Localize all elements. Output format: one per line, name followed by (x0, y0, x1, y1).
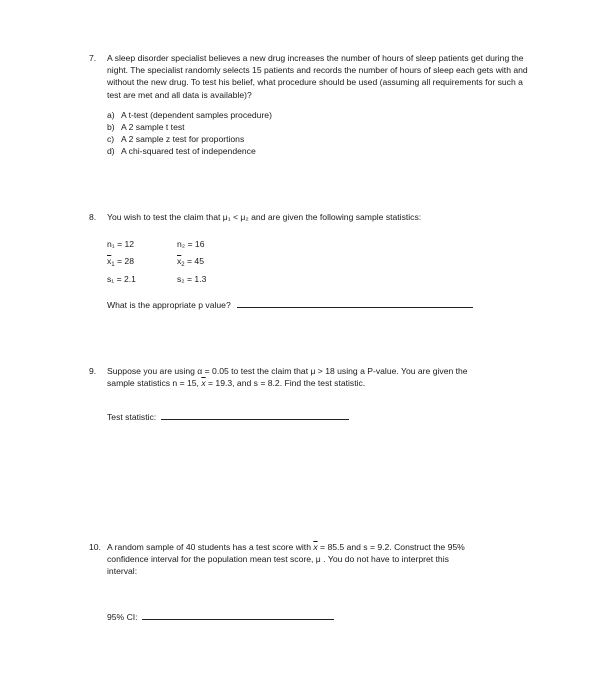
xbar-symbol: $\overline{x}$ (201, 378, 206, 389)
stat-value: = 45 (184, 256, 204, 266)
option-label: a) (107, 109, 115, 120)
mu1-symbol: μ₁ (222, 212, 231, 222)
text-segment: A random sample of 40 students has a test score with (107, 542, 314, 552)
option-b[interactable] (107, 121, 539, 133)
option-text: A t-test (dependent samples procedure) (121, 109, 272, 120)
option-text: A chi-squared test of independence (121, 146, 256, 157)
question-number: 9. (89, 366, 97, 376)
question-8 (89, 211, 539, 223)
question-number: 7. (89, 53, 97, 63)
text-segment: = 85.5 and s = 9.2. Construct the 95% (317, 542, 465, 552)
stat-x1 (107, 255, 134, 267)
question-number: 10. (89, 542, 101, 552)
text-line (107, 377, 549, 389)
option-d[interactable] (107, 145, 539, 157)
question-number: 8. (89, 212, 97, 222)
text-segment: < (230, 212, 241, 222)
xbar-symbol: $\overline{x}$ (177, 256, 182, 266)
answer-options (107, 109, 539, 158)
text-line: interval: (107, 566, 138, 577)
question-7 (89, 52, 539, 158)
option-label: d) (107, 146, 115, 157)
text-segment: sample statistics n = 15, (107, 378, 202, 389)
ci-prompt: 95% CI: (107, 612, 138, 622)
q8-answer (107, 298, 527, 311)
stat-value: = 28 (114, 256, 134, 266)
test-statistic-answer-blank[interactable] (161, 410, 349, 420)
q9-answer (107, 410, 407, 423)
question-9 (89, 365, 549, 389)
text-line: Suppose you are using α = 0.05 to test the claim that μ > 18 using a P-value. You are given the (107, 366, 468, 376)
option-text: A 2 sample t test (121, 122, 185, 133)
option-label: b) (107, 122, 115, 133)
mu2-symbol: μ₂ (240, 212, 249, 222)
option-a[interactable] (107, 109, 539, 121)
subscript: 2 (181, 262, 185, 268)
question-text (107, 211, 539, 223)
xbar-symbol: $\overline{x}$ (313, 542, 318, 552)
text-line (107, 541, 549, 553)
question-text (107, 365, 549, 389)
text-segment: = 19.3, and s = 8.2. Find the test statistic. (205, 378, 366, 389)
text-line: confidence interval for the population mean test score, μ . You do not have to interpret this (107, 554, 449, 565)
p-value-prompt: What is the appropriate p value? (107, 300, 231, 310)
question-text: A sleep disorder specialist believes a new drug increases the number of hours of sleep patients get during the night. The specialist randomly selects 15 patients and records the number of hours of sleep each gets with and without the new drug. To test his belief, what procedure should be used (assuming all requirements for such a test are met and all data is available)? (107, 53, 528, 100)
question-10 (89, 541, 549, 578)
q10-answer (107, 610, 407, 623)
stat-x2 (177, 255, 204, 267)
subscript: 1 (111, 262, 115, 268)
stat-n1: n₁ = 12 (107, 239, 135, 249)
p-value-answer-blank[interactable] (237, 298, 473, 308)
option-c[interactable] (107, 133, 539, 145)
option-label: c) (107, 134, 115, 145)
stat-n2: n₂ = 16 (177, 239, 205, 249)
option-text: A 2 sample z test for proportions (121, 134, 245, 145)
text-segment: You wish to test the claim that (107, 212, 223, 222)
stat-s2: s₂ = 1.3 (177, 274, 207, 284)
text-segment: and are given the following sample statistics: (248, 212, 422, 222)
stat-s1: s₁ = 2.1 (107, 274, 136, 284)
ci-answer-blank[interactable] (142, 610, 334, 620)
xbar-symbol: $\overline{x}$ (107, 256, 112, 266)
test-statistic-prompt: Test statistic: (107, 412, 157, 422)
question-text (107, 541, 549, 578)
